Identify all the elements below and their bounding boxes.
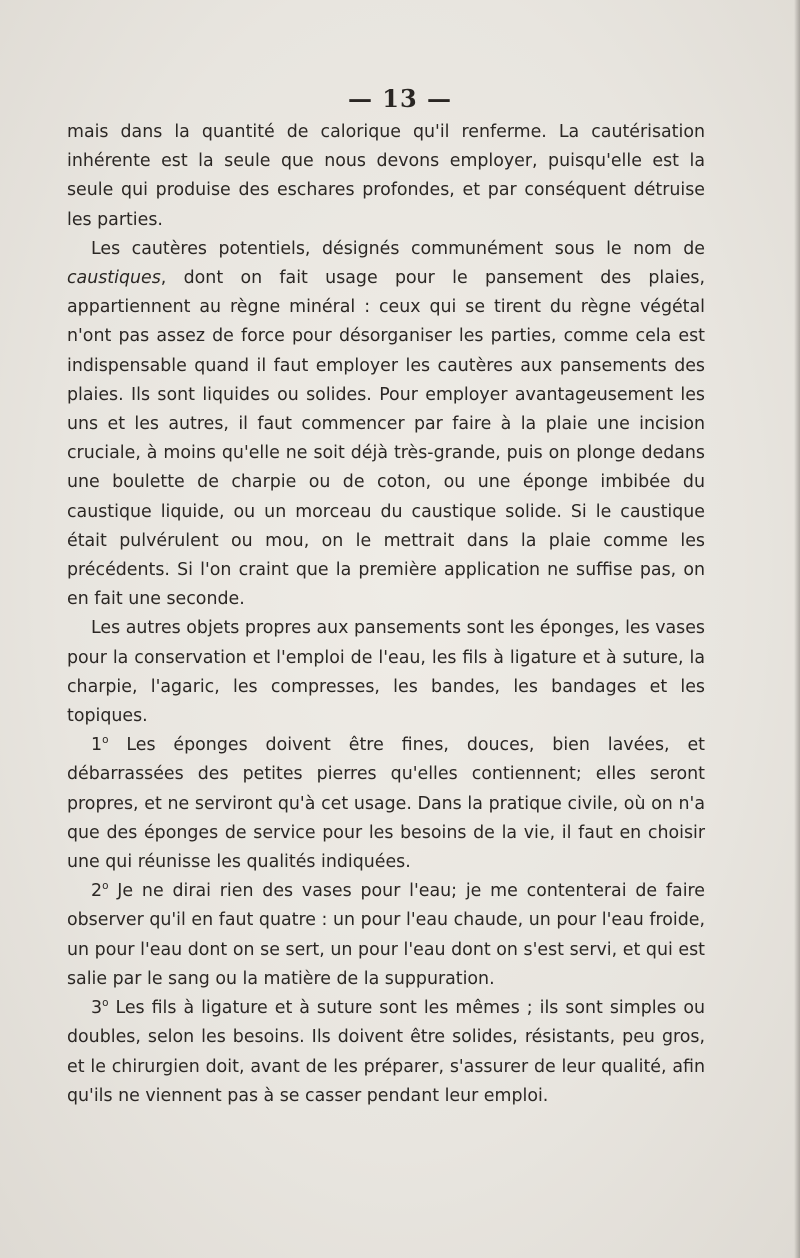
- item-number: 3: [91, 998, 103, 1019]
- ordinal-mark: o: [102, 880, 109, 893]
- ordinal-mark: o: [102, 997, 109, 1010]
- ordinal-mark: o: [102, 734, 109, 747]
- page-number: — 13 —: [347, 84, 453, 113]
- numbered-paragraph: [67, 877, 705, 994]
- paragraph: [67, 235, 705, 615]
- paragraph: Les autres objets propres aux pansements sont les éponges, les vases pour la conservation et l'emploi de l'eau, les fils à ligature et à suture, la charpie, l'agaric, les compresses, les bandes, les bandages et les topiques.: [67, 618, 705, 727]
- page-spine-shadow: [794, 0, 800, 1258]
- paragraph-text: Les éponges doivent être fines, douces, bien lavées, et débarrassées des petites pierres qu'elles contiennent; elles seront propres, et ne serviront qu'à cet usage. Dans la pratique civile, où on n'a que des éponges de service pour les besoins de la vie, il faut en choisir une qui réunisse les qualités indiquées.: [67, 735, 705, 873]
- body-text: [67, 118, 705, 1111]
- italic-term: caustiques: [67, 268, 161, 289]
- numbered-paragraph: [67, 994, 705, 1111]
- paragraph-intro: Les cautères potentiels, désignés communément sous le nom de: [91, 238, 705, 259]
- paragraph-text: Je ne dirai rien des vases pour l'eau; je me contenterai de faire observer qu'il en faut quatre : un pour l'eau chaude, un pour l'eau froide, un pour l'eau dont on se sert, un pour l'eau dont on s'est servi, et qui est salie par le sang ou la matière de la suppuration.: [67, 881, 705, 989]
- paragraph-text: Les fils à ligature et à suture sont les mêmes ; ils sont simples ou doubles, selon les besoins. Ils doivent être solides, résistants, peu gros, et le chirurgien doit, avant de les préparer, s'assurer de leur qualité, afin qu'ils ne viennent pas à se casser pendant leur emploi.: [67, 998, 705, 1106]
- item-number: 2: [91, 881, 103, 902]
- numbered-paragraph: [67, 731, 705, 877]
- paragraph-rest: , dont on fait usage pour le pansement des plaies, appartiennent au règne minéral : ceux qui se tirent du règne végétal n'ont pas assez de force pour désorganiser les parties, comme cela est indispensable quand il faut employer les cautères aux pansements des plaies. Ils sont liquides ou solides. Pour employer avantageusement les uns et les autres, il faut commencer par faire à la plaie une incision cruciale, à moins qu'elle ne soit déjà très-grande, puis on plonge dedans une boulette de charpie ou de coton, ou une éponge imbibée du caustique liquide, ou un morceau du caustique solide. Si le caustique était pulvérulent ou mou, on le mettrait dans la plaie comme les précédents. Si l'on craint que la première application ne suffise pas, on en fait une seconde.: [67, 268, 705, 610]
- paragraph: mais dans la quantité de calorique qu'il renferme. La cautérisation inhérente est la seule que nous devons employer, puisqu'elle est la seule qui produise des eschares profondes, et par conséquent détruise les parties.: [67, 122, 705, 230]
- item-number: 1: [91, 735, 103, 756]
